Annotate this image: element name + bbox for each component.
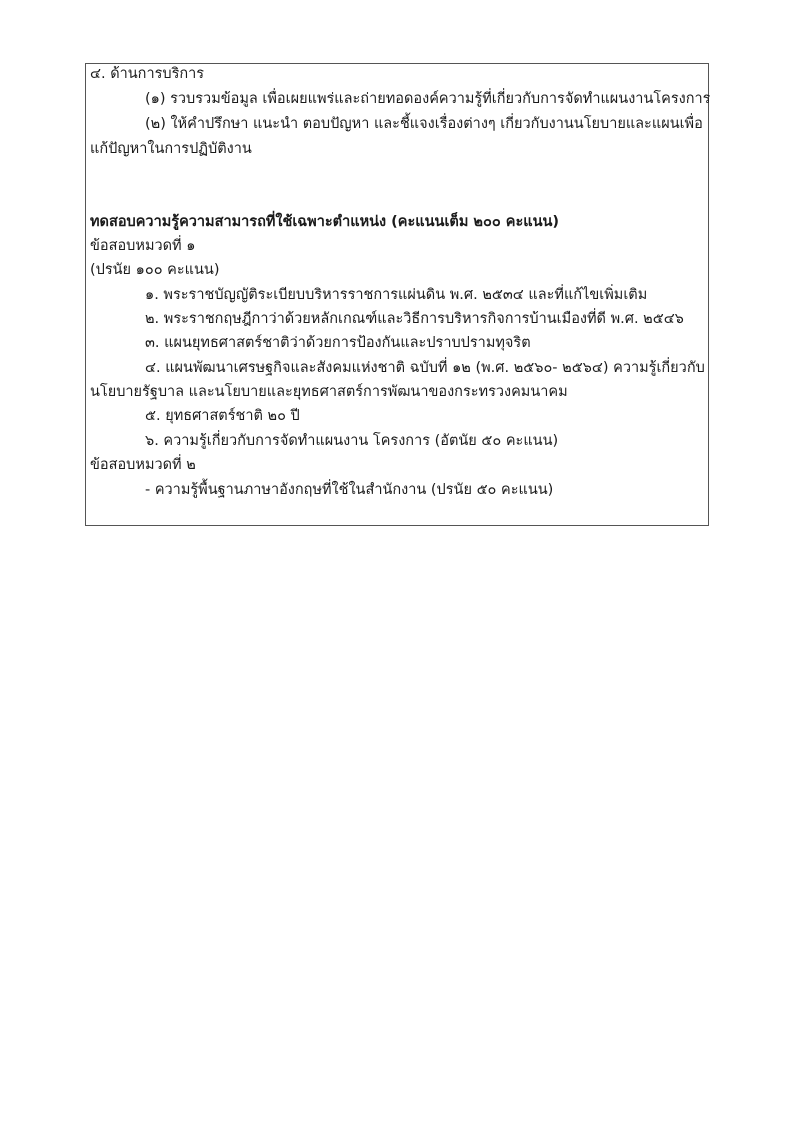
service-item-2: (๒) ให้คำปรึกษา แนะนำ ตอบปัญหา และชี้แจงเรื่องต่างๆ เกี่ยวกับงานนโยบายและแผนเพื่อ bbox=[145, 116, 703, 132]
service-item-2-cont: แก้ปัญหาในการปฏิบัติงาน bbox=[90, 141, 252, 157]
part1-heading: ข้อสอบหมวดที่ ๑ bbox=[90, 238, 196, 254]
part1-score: (ปรนัย ๑๐๐ คะแนน) bbox=[90, 262, 220, 278]
list-item: ๖. ความรู้เกี่ยวกับการจัดทำแผนงาน โครงการ (อัตนัย ๕๐ คะแนน) bbox=[145, 433, 559, 449]
list-item: ๑. พระราชบัญญัติระเบียบบริหารราชการแผ่นดิน พ.ศ. ๒๕๓๔ และที่แก้ไขเพิ่มเติม bbox=[145, 287, 648, 303]
service-item-1: (๑) รวบรวมข้อมูล เพื่อเผยแพร่และถ่ายทอดองค์ความรู้ที่เกี่ยวกับการจัดทำแผนงานโครงการ bbox=[145, 91, 711, 107]
exam-title: ทดสอบความรู้ความสามารถที่ใช้เฉพาะตำแหน่ง (คะแนนเต็ม ๒๐๐ คะแนน) bbox=[90, 214, 560, 230]
list-item: ๓. แผนยุทธศาสตร์ชาติว่าด้วยการป้องกันและปราบปรามทุจริต bbox=[145, 335, 531, 351]
section-heading: ๔. ด้านการบริการ bbox=[90, 66, 205, 82]
list-item: ๒. พระราชกฤษฎีกาว่าด้วยหลักเกณฑ์และวิธีการบริหารกิจการบ้านเมืองที่ดี พ.ศ. ๒๕๔๖ bbox=[145, 311, 684, 327]
list-item: ๔. แผนพัฒนาเศรษฐกิจและสังคมแห่งชาติ ฉบับที่ ๑๒ (พ.ศ. ๒๕๖๐- ๒๕๖๔) ความรู้เกี่ยวกับ bbox=[145, 360, 705, 376]
part2-heading: ข้อสอบหมวดที่ ๒ bbox=[90, 457, 196, 473]
list-item: - ความรู้พื้นฐานภาษาอังกฤษที่ใช้ในสำนักงาน (ปรนัย ๕๐ คะแนน) bbox=[145, 482, 554, 498]
list-item: ๕. ยุทธศาสตร์ชาติ ๒๐ ปี bbox=[145, 408, 300, 424]
list-item-cont: นโยบายรัฐบาล และนโยบายและยุทธศาสตร์การพัฒนาของกระทรวงคมนาคม bbox=[90, 384, 568, 400]
